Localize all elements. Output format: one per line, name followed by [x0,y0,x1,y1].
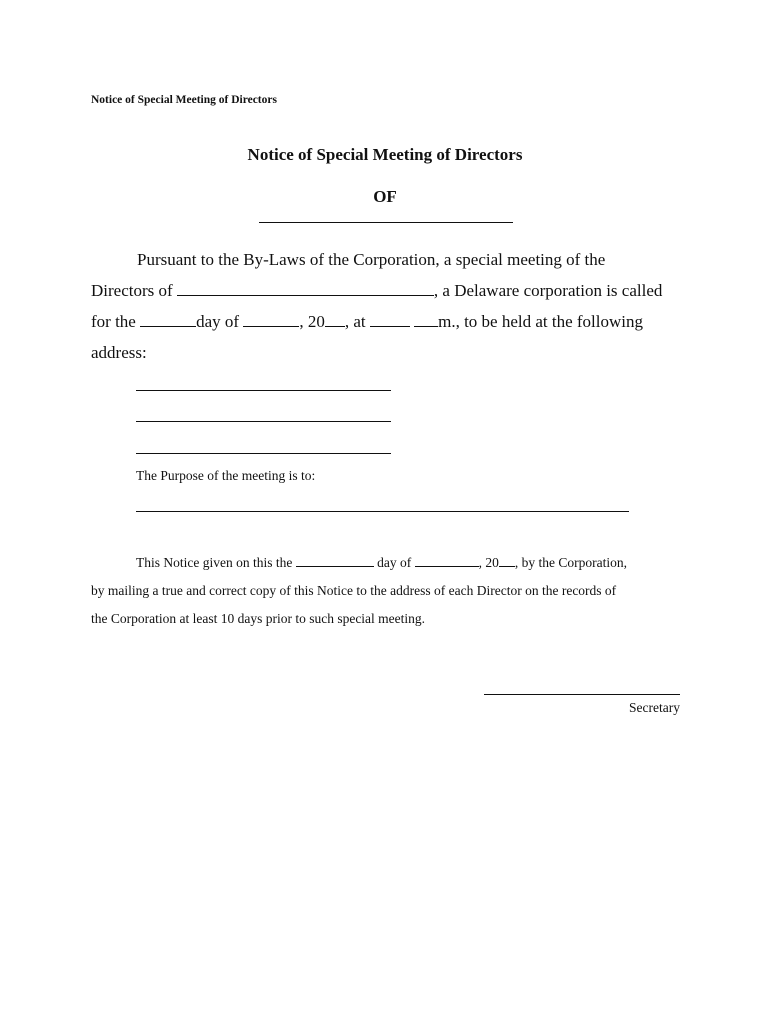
signature-label: Secretary [629,700,680,715]
meeting-day-blank[interactable] [140,314,196,327]
running-header: Notice of Special Meeting of Directors [91,94,277,106]
meeting-year-blank[interactable] [325,314,345,327]
para2-text-1d: , by the Corporation, [514,555,627,570]
meeting-hour-blank[interactable] [370,314,410,327]
address-line-1[interactable] [136,390,391,391]
para1-text-3d: , at [344,312,370,331]
para1-text-3f: m., to be held at the following [438,312,643,331]
para2-line2: by mailing a true and correct copy of this Notice to the address of each Director on the records of [91,583,617,598]
para1-text-1: Pursuant to the By-Laws of the Corporation, a special meeting of the [137,250,606,269]
purpose-line[interactable] [136,511,629,512]
para2-text-1a: This Notice given on this the [136,555,296,570]
para2-text-1b: day of [373,555,415,570]
signature-line[interactable] [484,694,680,695]
para1-line4 [91,337,147,368]
address-line-3[interactable] [136,453,391,454]
document-title: Notice of Special Meeting of Directors [247,145,523,164]
corporation-name-blank[interactable] [259,222,513,223]
para1-text-3a: for the [91,312,141,331]
para1-text-2a: Directors of [91,281,177,300]
directors-of-blank[interactable] [177,283,434,296]
address-line-2[interactable] [136,421,391,422]
notice-month-blank[interactable] [415,556,479,567]
para1-line2 [91,275,662,306]
para1-line1 [137,244,605,275]
meeting-month-blank[interactable] [243,314,299,327]
para2-line1 [136,555,627,571]
purpose-label: The Purpose of the meeting is to: [136,468,316,483]
para1-line3 [91,306,643,337]
para1-text-3c: , 20 [299,312,325,331]
para1-text-4: address: [91,343,147,362]
para2-line3: the Corporation at least 10 days prior to such special meeting. [91,611,426,626]
para1-text-3b: day of [196,312,244,331]
notice-day-blank[interactable] [296,556,374,567]
meeting-ampm-blank[interactable] [414,314,438,327]
para1-text-2b: , a Delaware corporation is called [433,281,663,300]
para2-text-1c: , 20 [478,555,499,570]
notice-year-blank[interactable] [499,556,515,567]
of-label: OF [373,187,397,206]
